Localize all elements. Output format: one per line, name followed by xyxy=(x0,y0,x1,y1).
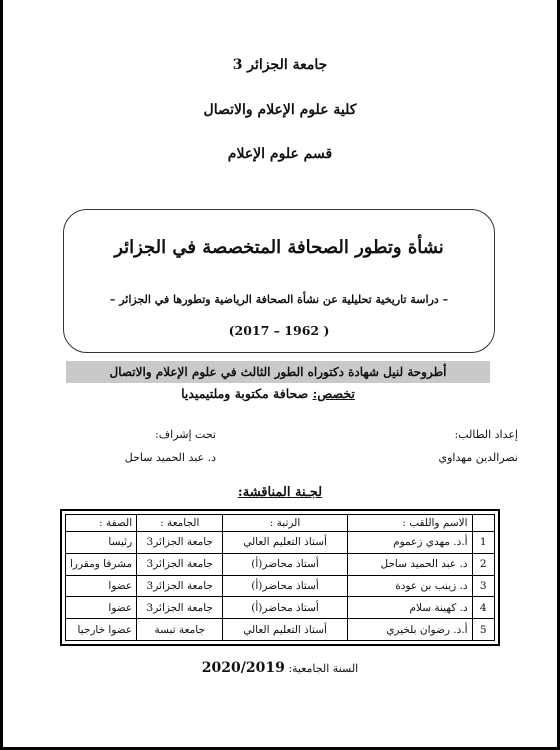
title-box xyxy=(63,209,495,353)
member-university: جامعة الجزائر3 xyxy=(137,553,223,575)
row-num: 4 xyxy=(472,597,494,619)
member-rank: أستاذ التعليم العالي xyxy=(223,532,348,554)
header-name: الاسم واللقب : xyxy=(347,515,472,532)
header-rank: الرتبة : xyxy=(223,515,348,532)
supervision xyxy=(76,428,216,474)
member-role: عضوا xyxy=(66,597,137,619)
academic-year-label: السنة الجامعية: xyxy=(288,662,359,675)
committee-table xyxy=(60,509,500,646)
table-header-row xyxy=(66,515,495,532)
thesis-years: ( 1962 – 2017) xyxy=(228,323,330,338)
table-row xyxy=(66,619,495,641)
member-university: جامعة الجزائر3 xyxy=(137,597,223,619)
university-name: جامعة الجزائر 3 xyxy=(232,57,328,73)
supervision-label: تحت إشراف: xyxy=(155,428,216,441)
prepared-label: إعداد الطالب: xyxy=(454,428,518,441)
specialty-value: صحافة مكتوبة وملتيميديا xyxy=(181,386,309,401)
member-rank: أستاذ التعليم العالي xyxy=(223,619,348,641)
table-row xyxy=(66,553,495,575)
header-university: الجامعة : xyxy=(137,515,223,532)
header-num xyxy=(472,515,494,532)
member-role: رئيسا xyxy=(66,532,137,554)
supervisor-name: د. عبد الحميد ساحل xyxy=(124,451,216,464)
member-role: عضوا خارجيا xyxy=(66,619,137,641)
row-num: 5 xyxy=(472,619,494,641)
member-name: أ.د. مهدي زعموم xyxy=(347,532,472,554)
header-role: الصفة : xyxy=(66,515,137,532)
member-rank: أستاذ محاضر(أ) xyxy=(223,597,348,619)
member-name: د. زينب بن عودة xyxy=(347,575,472,597)
thesis-subtitle: – دراسة تاريخية تحليلية عن نشأة الصحافة الرياضية وتطورها في الجزائر – xyxy=(109,293,449,306)
member-rank: أستاذ محاضر(أ) xyxy=(223,553,348,575)
row-num: 1 xyxy=(472,532,494,554)
thesis-title: نشأة وتطور الصحافة المتخصصة في الجزائر xyxy=(114,237,444,258)
member-name: د. عبد الحميد ساحل xyxy=(347,553,472,575)
row-num: 2 xyxy=(472,553,494,575)
specialty-label: تخصص: xyxy=(312,386,355,401)
committee-title: لجـنة المناقشة: xyxy=(237,485,323,500)
department-name: قسم علوم الإعلام xyxy=(227,146,333,162)
member-role: مشرفا ومقررا xyxy=(66,553,137,575)
prepared-by xyxy=(439,428,519,474)
student-name: نصرالدين مهداوي xyxy=(438,451,518,464)
table-row xyxy=(66,597,495,619)
member-university: جامعة تبسة xyxy=(137,619,223,641)
member-university: جامعة الجزائر3 xyxy=(137,532,223,554)
member-university: جامعة الجزائر3 xyxy=(137,575,223,597)
member-rank: أستاذ محاضر(أ) xyxy=(223,575,348,597)
specialty xyxy=(60,386,476,401)
row-num: 3 xyxy=(472,575,494,597)
degree-line: أطروحة لنيل شهادة دكتوراه الطور الثالث في علوم الإعلام والاتصال xyxy=(66,361,490,383)
academic-year-value: 2020/2019 xyxy=(201,660,285,676)
member-role: عضوا xyxy=(66,575,137,597)
table-row xyxy=(66,532,495,554)
member-name: أ.د. رضوان بلخيري xyxy=(347,619,472,641)
member-name: د. كهينة سلام xyxy=(347,597,472,619)
faculty-name: كلية علوم الإعلام والاتصال xyxy=(203,102,357,118)
academic-year xyxy=(0,660,560,676)
table-row xyxy=(66,575,495,597)
